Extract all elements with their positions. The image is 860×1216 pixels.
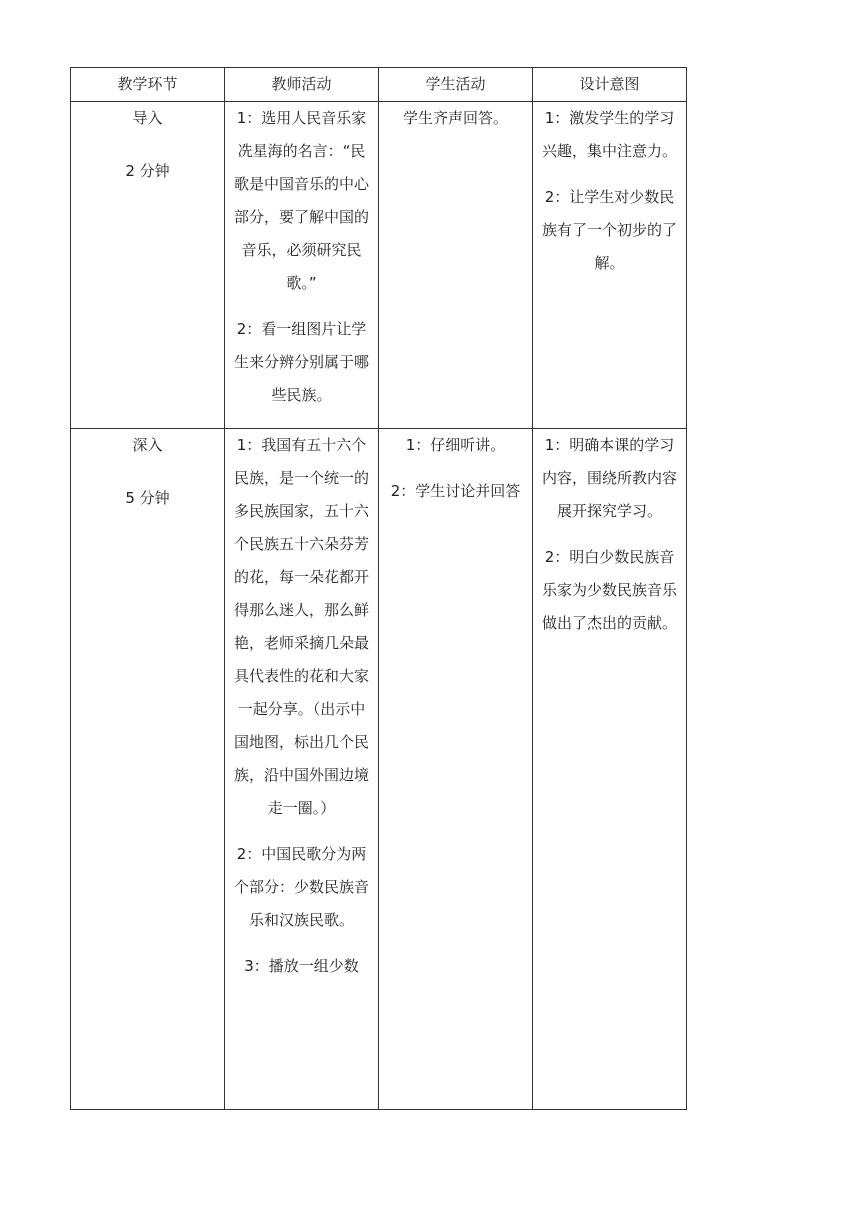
table-row-intro [71, 102, 687, 429]
teacher-activity-cell [225, 429, 379, 1110]
teacher-activity-item: 2：看一组图片让学生来分辨分别属于哪些民族。 [233, 320, 369, 404]
design-intent-cell [533, 102, 687, 429]
header-row [71, 68, 687, 102]
stage-cell [71, 102, 225, 429]
stage-cell [71, 429, 225, 1110]
student-activity-cell [379, 102, 533, 429]
design-intent-item: 1：激发学生的学习兴趣，集中注意力。 [541, 109, 677, 160]
teacher-activity-item: 1：选用人民音乐家冼星海的名言：“民歌是中国音乐的中心部分，要了解中国的音乐，必须研究民歌。” [233, 109, 369, 292]
header-student-activity: 学生活动 [379, 68, 533, 102]
stage-time: 5 分钟 [125, 489, 170, 507]
design-intent-item: 1：明确本课的学习内容，围绕所教内容展开探究学习。 [541, 436, 677, 520]
teacher-activity-cell [225, 102, 379, 429]
stage-name: 深入 [132, 436, 163, 454]
design-intent-item: 2：明白少数民族音乐家为少数民族音乐做出了杰出的贡献。 [541, 548, 677, 632]
student-activity-item: 2：学生讨论并回答 [390, 482, 521, 500]
lesson-plan-table [70, 67, 687, 1110]
stage-time: 2 分钟 [125, 162, 170, 180]
header-teacher-activity: 教师活动 [225, 68, 379, 102]
header-stage: 教学环节 [71, 68, 225, 102]
student-activity-item: 1：仔细听讲。 [405, 436, 506, 454]
teacher-activity-item: 3：播放一组少数 [244, 957, 359, 975]
header-design-intent: 设计意图 [533, 68, 687, 102]
design-intent-item: 2：让学生对少数民族有了一个初步的了解。 [541, 188, 677, 272]
student-activity-cell [379, 429, 533, 1110]
teacher-activity-item: 2：中国民歌分为两个部分：少数民族音乐和汉族民歌。 [233, 845, 369, 929]
teacher-activity-item: 1：我国有五十六个民族，是一个统一的多民族国家，五十六个民族五十六朵芬芳的花，每一朵花都开得那么迷人，那么鲜艳，老师采摘几朵最具代表性的花和大家一起分享。（出示中国地图，标出几个民族，沿中国外围边境走一圈。） [233, 436, 369, 817]
student-activity-item: 学生齐声回答。 [402, 109, 508, 127]
table-row-deepen [71, 429, 687, 1110]
stage-name: 导入 [132, 109, 163, 127]
design-intent-cell [533, 429, 687, 1110]
